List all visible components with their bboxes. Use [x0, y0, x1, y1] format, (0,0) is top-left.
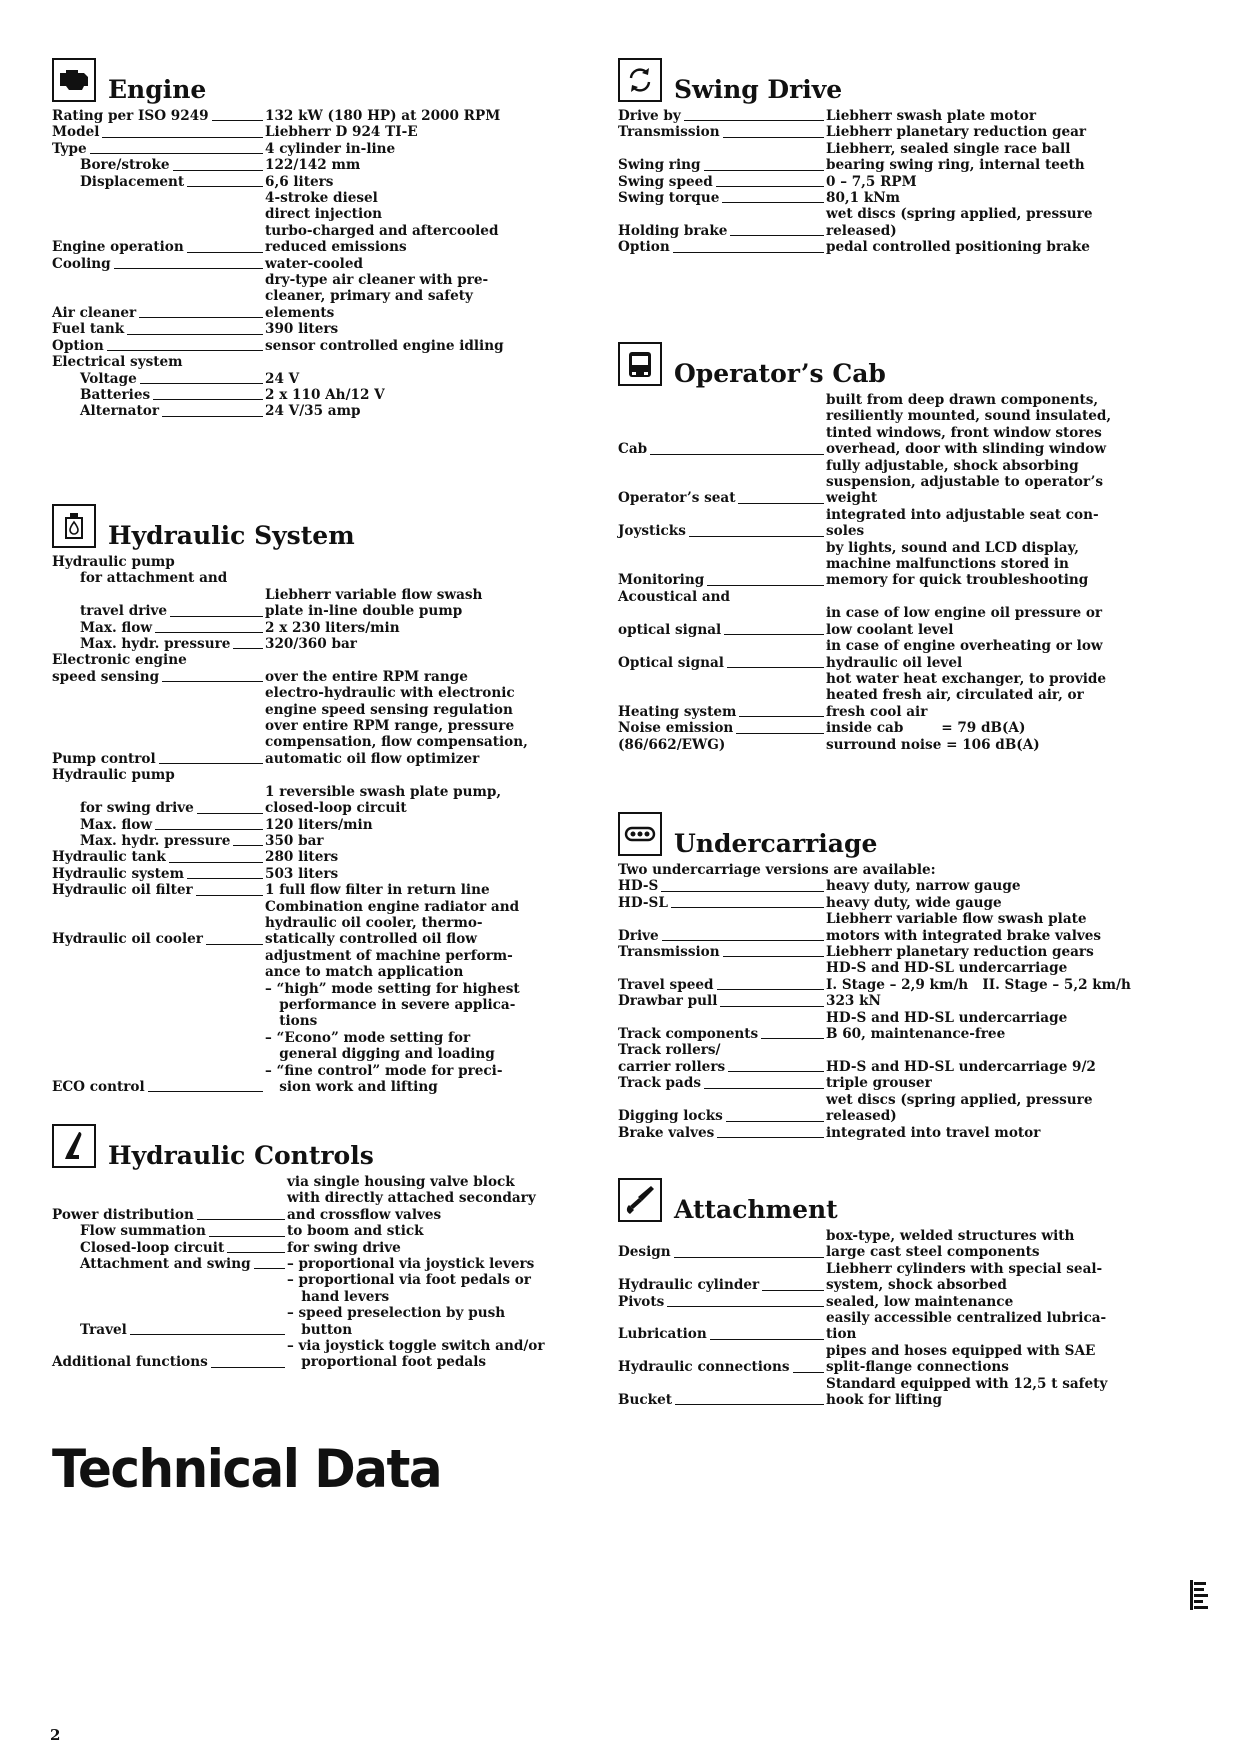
spec-value: [265, 570, 592, 586]
spec-row: [618, 174, 1158, 190]
spec-value: sealed, low maintenance: [826, 1293, 1014, 1310]
spec-value: 320/360 bar: [265, 636, 357, 653]
spec-row: [618, 1294, 1158, 1310]
spec-row: [618, 190, 1158, 206]
spec-label: speed sensing: [52, 668, 160, 685]
spec-label: Monitoring: [618, 572, 705, 589]
spec-row: [618, 737, 1158, 753]
spec-label: Option: [618, 239, 670, 256]
spec-label: Option: [52, 337, 104, 354]
page-title: Technical Data: [52, 1438, 442, 1500]
spec-label: Track components: [618, 1026, 759, 1043]
spec-row: [618, 1228, 1158, 1261]
spec-value: over the entire RPM range: [265, 668, 468, 685]
spec-row: [618, 206, 1158, 239]
spec-row: [52, 1240, 592, 1256]
spec-label: Rating per ISO 9249: [52, 108, 209, 124]
spec-value: dry-type air cleaner with pre- cleaner, primary and safety elements: [265, 272, 489, 321]
spec-label: Hydraulic oil filter: [52, 882, 193, 899]
spec-row: [618, 1261, 1158, 1294]
spec-row: [618, 1092, 1158, 1125]
spec-row: [52, 767, 592, 783]
spec-row: [52, 882, 592, 898]
spec-label: for attachment and: [80, 570, 228, 587]
spec-label: (86/662/EWG): [618, 736, 726, 753]
spec-row: [618, 239, 1158, 255]
spec-value: – proportional via foot pedals or hand levers – speed preselection by push button: [287, 1272, 531, 1338]
spec-label: Drive by: [618, 108, 681, 124]
spec-row: [52, 403, 572, 419]
spec-label: Drive: [618, 927, 659, 944]
spec-row: [618, 944, 1158, 960]
spec-value: to boom and stick: [287, 1223, 424, 1240]
spec-row: [52, 190, 572, 256]
spec-value: via single housing valve block with directly attached secondary and crossflow valves: [287, 1174, 536, 1223]
spec-value: wet discs (spring applied, pressure released): [826, 1091, 1093, 1125]
spec-value: water-cooled: [265, 255, 363, 272]
spec-row: [618, 1310, 1158, 1343]
spec-label: Swing ring: [618, 157, 701, 174]
spec-row: [618, 589, 1158, 605]
spec-value: Liebherr D 924 TI-E: [265, 124, 418, 141]
spec-row: [618, 1010, 1158, 1043]
engine-icon: [52, 58, 96, 102]
spec-value: integrated into travel motor: [826, 1124, 1041, 1141]
spec-row: [52, 636, 592, 652]
spec-label: Pump control: [52, 750, 156, 767]
spec-label: Transmission: [618, 944, 720, 961]
spec-label: Travel speed: [618, 976, 714, 993]
spec-row: [618, 1376, 1158, 1409]
spec-value: inside cab = 79 dB(A): [826, 720, 1026, 737]
spec-label: ECO control: [52, 1079, 145, 1095]
spec-row: [618, 1075, 1158, 1091]
spec-value: 80,1 kNm: [826, 190, 901, 207]
spec-row: [52, 157, 572, 173]
spec-row: [52, 587, 592, 620]
spec-row: [52, 669, 592, 685]
spec-label: Hydraulic cylinder: [618, 1277, 760, 1294]
spec-label: Track rollers/: [618, 1042, 721, 1059]
spec-row: [618, 108, 1158, 124]
spec-label: Swing torque: [618, 190, 720, 207]
spec-value: hot water heat exchanger, to provide heated fresh air, circulated air, or fresh cool air: [826, 670, 1107, 720]
spec-value: Liebherr, sealed single race ball bearing swing ring, internal teeth: [826, 140, 1085, 174]
spec-value: adjustment of machine perform- ance to match application – “high” mode setting for highest performance in severe applica- tions – “Econo” mode setting for general digging and loading – “fine control” mode for preci- sion work and lifting: [265, 947, 520, 1095]
spec-row: [52, 817, 592, 833]
spec-label: Hydraulic system: [52, 865, 184, 882]
spec-row: [52, 620, 592, 636]
spec-value: 120 liters/min: [265, 816, 373, 833]
spec-label: Attachment and swing: [80, 1256, 251, 1273]
spec-value: 0 – 7,5 RPM: [826, 173, 917, 190]
spec-value: box-type, welded structures with large cast steel components: [826, 1228, 1075, 1261]
spec-row: [52, 948, 592, 1096]
spec-label: Hydraulic tank: [52, 849, 166, 866]
spec-label: Hydraulic connections: [618, 1359, 790, 1376]
spec-value: [265, 767, 592, 783]
section-title: Engine: [108, 75, 207, 104]
spec-row: [52, 899, 592, 948]
spec-value: [826, 1042, 1158, 1058]
spec-value: 4-stroke diesel direct injection turbo-charged and aftercooled reduced emissions: [265, 190, 499, 256]
spec-value: pipes and hoses equipped with SAE split-flange connections: [826, 1342, 1096, 1376]
spec-row: [52, 1174, 592, 1223]
spec-row: [52, 833, 592, 849]
spec-row: [618, 671, 1158, 720]
spec-value: 280 liters: [265, 849, 339, 866]
spec-row: [618, 605, 1158, 638]
spec-label: Cooling: [52, 255, 111, 272]
spec-row: [52, 1272, 592, 1338]
spec-row: [52, 272, 572, 321]
spec-row: [52, 141, 572, 157]
spec-value: 6,6 liters: [265, 173, 334, 190]
spec-label: Hydraulic oil cooler: [52, 931, 203, 948]
spec-value: Liebherr planetary reduction gears: [826, 944, 1094, 961]
spec-label: HD-SL: [618, 894, 668, 911]
section-attachment: [618, 1172, 1158, 1408]
spec-row: [618, 1042, 1158, 1058]
undercarriage-intro: Two undercarriage versions are available:: [618, 862, 936, 878]
spec-value: 24 V: [265, 370, 300, 387]
spec-value: Liebherr variable flow swash plate in-line double pump: [265, 586, 483, 620]
spec-value: 2 x 110 Ah/12 V: [265, 386, 385, 403]
spec-label: Alternator: [80, 403, 160, 420]
spec-label: Travel: [80, 1321, 127, 1338]
track-icon: [618, 812, 662, 856]
spec-value: 2 x 230 liters/min: [265, 619, 400, 636]
spec-label: Holding brake: [618, 222, 728, 239]
spec-label: Track pads: [618, 1075, 701, 1092]
spec-label: for swing drive: [80, 800, 194, 817]
spec-label: Batteries: [80, 386, 151, 403]
spec-value: HD-S and HD-SL undercarriage I. Stage – 2,9 km/h II. Stage – 5,2 km/h: [826, 960, 1131, 993]
page-number: 2: [50, 1726, 61, 1744]
section-title: Operator’s Cab: [674, 359, 886, 388]
spec-label: Displacement: [80, 173, 185, 190]
spec-label: Max. flow: [80, 816, 153, 833]
spec-label: Max. hydr. pressure: [80, 636, 231, 653]
section-title: Hydraulic System: [108, 521, 355, 550]
section-operators-cab: [618, 336, 1158, 753]
spec-row: [618, 458, 1158, 507]
spec-row: [618, 141, 1158, 174]
spec-row: [52, 652, 592, 668]
spec-row: [52, 866, 592, 882]
spec-value: surround noise = 106 dB(A): [826, 736, 1040, 753]
spec-value: 503 liters: [265, 865, 339, 882]
spec-value: sensor controlled engine idling: [265, 337, 504, 354]
spec-value: Liebherr planetary reduction gear: [826, 124, 1087, 141]
spec-row: [52, 554, 592, 570]
spec-value: Liebherr variable flow swash plate motors with integrated brake valves: [826, 911, 1102, 944]
spec-label: Digging locks: [618, 1108, 723, 1125]
spec-row: [618, 124, 1158, 140]
spec-row: [618, 507, 1158, 540]
spec-row: [52, 321, 572, 337]
spec-row: [52, 354, 572, 370]
spec-label: Power distribution: [52, 1206, 194, 1223]
spec-label: travel drive: [80, 603, 168, 620]
spec-value: 1 full flow filter in return line: [265, 882, 490, 899]
spec-value: 350 bar: [265, 832, 324, 849]
spec-value: – proportional via joystick levers: [287, 1256, 535, 1273]
spec-row: [52, 256, 572, 272]
section-hydraulic-system: [52, 498, 592, 1095]
spec-value: pedal controlled positioning brake: [826, 239, 1090, 256]
spec-label: Max. flow: [80, 619, 153, 636]
spec-label: Hydraulic pump: [52, 767, 175, 784]
spec-label: HD-S: [618, 878, 659, 895]
spec-label: Transmission: [618, 124, 720, 141]
section-title: Undercarriage: [674, 829, 878, 858]
spec-label: Bore/stroke: [80, 157, 170, 174]
section-engine: [52, 52, 572, 420]
spec-value: 4 cylinder in-line: [265, 140, 396, 157]
spec-label: Pivots: [618, 1293, 665, 1310]
spec-value: electro-hydraulic with electronic engine speed sensing regulation over entire RPM range, pressure compensation, flow compensation, automatic oil flow optimizer: [265, 685, 528, 767]
spec-value: HD-S and HD-SL undercarriage B 60, maintenance-free: [826, 1009, 1068, 1043]
liebherr-logo-icon: [1188, 1578, 1210, 1614]
spec-value: in case of low engine oil pressure or low coolant level: [826, 605, 1103, 638]
spec-row: [618, 1343, 1158, 1376]
oil-can-icon: [52, 504, 96, 548]
spec-value: wet discs (spring applied, pressure released): [826, 206, 1093, 239]
spec-value: easily accessible centralized lubrica- tion: [826, 1310, 1107, 1343]
spec-row: [52, 685, 592, 767]
spec-label: Engine operation: [52, 239, 184, 256]
section-title: Hydraulic Controls: [108, 1141, 374, 1170]
spec-label: Operator’s seat: [618, 490, 736, 507]
spec-label: Drawbar pull: [618, 993, 718, 1010]
spec-row: [618, 1059, 1158, 1075]
spec-label: Design: [618, 1244, 671, 1261]
spec-value: – via joystick toggle switch and/or proportional foot pedals: [287, 1338, 545, 1371]
spec-label: Joysticks: [618, 523, 686, 540]
spec-row: [52, 338, 572, 354]
cab-icon: [618, 342, 662, 386]
section-title: Swing Drive: [674, 75, 843, 104]
spec-row: [618, 638, 1158, 671]
spec-label: Lubrication: [618, 1326, 707, 1343]
spec-label: Voltage: [80, 370, 137, 387]
spec-row: [52, 1223, 592, 1239]
spec-value: heavy duty, narrow gauge: [826, 878, 1021, 895]
spec-value: Liebherr cylinders with special seal- system, shock absorbed: [826, 1260, 1103, 1294]
spec-row: [52, 124, 572, 140]
spec-value: Combination engine radiator and hydraulic oil cooler, thermo- statically controlled oil flow: [265, 898, 520, 948]
spec-label: Closed-loop circuit: [80, 1239, 225, 1256]
spec-label: Cab: [618, 441, 648, 458]
spec-row: [52, 174, 572, 190]
spec-label: Optical signal: [618, 654, 724, 671]
spec-label: Air cleaner: [52, 304, 137, 321]
spec-value: [265, 652, 592, 668]
spec-label: Flow summation: [80, 1223, 206, 1240]
spec-value: 132 kW (180 HP) at 2000 RPM: [265, 108, 501, 124]
spec-value: 24 V/35 amp: [265, 403, 361, 420]
spec-row: [52, 108, 572, 124]
spec-value: 122/142 mm: [265, 157, 361, 174]
spec-value: in case of engine overheating or low hydraulic oil level: [826, 638, 1103, 671]
spec-row: [618, 911, 1158, 944]
spec-row: [618, 960, 1158, 993]
spec-value: built from deep drawn components, resiliently mounted, sound insulated, tinted windows, front window stores overhead, door with slinding window: [826, 392, 1112, 458]
spec-label: Electrical system: [52, 354, 183, 371]
spec-value: Liebherr swash plate motor: [826, 108, 1036, 124]
spec-value: for swing drive: [287, 1239, 401, 1256]
spec-row: [52, 570, 592, 586]
spec-label: Hydraulic pump: [52, 554, 175, 570]
spec-row: [618, 1125, 1158, 1141]
spec-label: Swing speed: [618, 173, 713, 190]
spec-row: [52, 849, 592, 865]
spec-value: Standard equipped with 12,5 t safety hook for lifting: [826, 1375, 1108, 1409]
spec-label: Type: [52, 140, 87, 157]
spec-label: Bucket: [618, 1392, 672, 1409]
section-title: Attachment: [674, 1195, 838, 1224]
section-hydraulic-controls: [52, 1118, 592, 1371]
excavator-arm-icon: [618, 1178, 662, 1222]
rotate-icon: [618, 58, 662, 102]
section-undercarriage: [618, 806, 1158, 1141]
spec-row: [618, 878, 1158, 894]
spec-label: carrier rollers: [618, 1058, 726, 1075]
spec-row: [618, 720, 1158, 736]
spec-value: heavy duty, wide gauge: [826, 894, 1002, 911]
spec-row: [618, 392, 1158, 458]
spec-row: [618, 895, 1158, 911]
spec-row: [52, 1338, 592, 1371]
spec-value: [265, 554, 592, 570]
spec-row: [618, 540, 1158, 589]
spec-row: [52, 371, 572, 387]
spec-value: 390 liters: [265, 321, 339, 338]
spec-value: 1 reversible swash plate pump, closed-loop circuit: [265, 783, 502, 817]
spec-row: [52, 387, 572, 403]
spec-label: Noise emission: [618, 720, 734, 737]
spec-label: Electronic engine: [52, 652, 187, 669]
spec-label: Max. hydr. pressure: [80, 832, 231, 849]
spec-label: Additional functions: [52, 1354, 208, 1371]
spec-value: [265, 354, 572, 370]
spec-value: fully adjustable, shock absorbing suspension, adjustable to operator’s weight: [826, 457, 1104, 507]
spec-value: integrated into adjustable seat con- soles: [826, 506, 1099, 540]
spec-label: optical signal: [618, 621, 722, 638]
spec-label: Brake valves: [618, 1124, 715, 1141]
joystick-icon: [52, 1124, 96, 1168]
spec-label: Model: [52, 124, 100, 141]
spec-label: Fuel tank: [52, 321, 125, 338]
spec-row: [52, 784, 592, 817]
spec-row: [52, 1256, 592, 1272]
section-swing-drive: [618, 52, 1158, 256]
spec-value: HD-S and HD-SL undercarriage 9/2: [826, 1058, 1096, 1075]
spec-value: 323 kN: [826, 993, 881, 1010]
spec-label: Heating system: [618, 703, 737, 720]
spec-label: Acoustical and: [618, 588, 731, 605]
spec-row: [618, 993, 1158, 1009]
spec-value: by lights, sound and LCD display, machine malfunctions stored in memory for quick troubleshooting: [826, 539, 1089, 589]
spec-value: [826, 589, 1158, 605]
spec-value: triple grouser: [826, 1075, 932, 1092]
